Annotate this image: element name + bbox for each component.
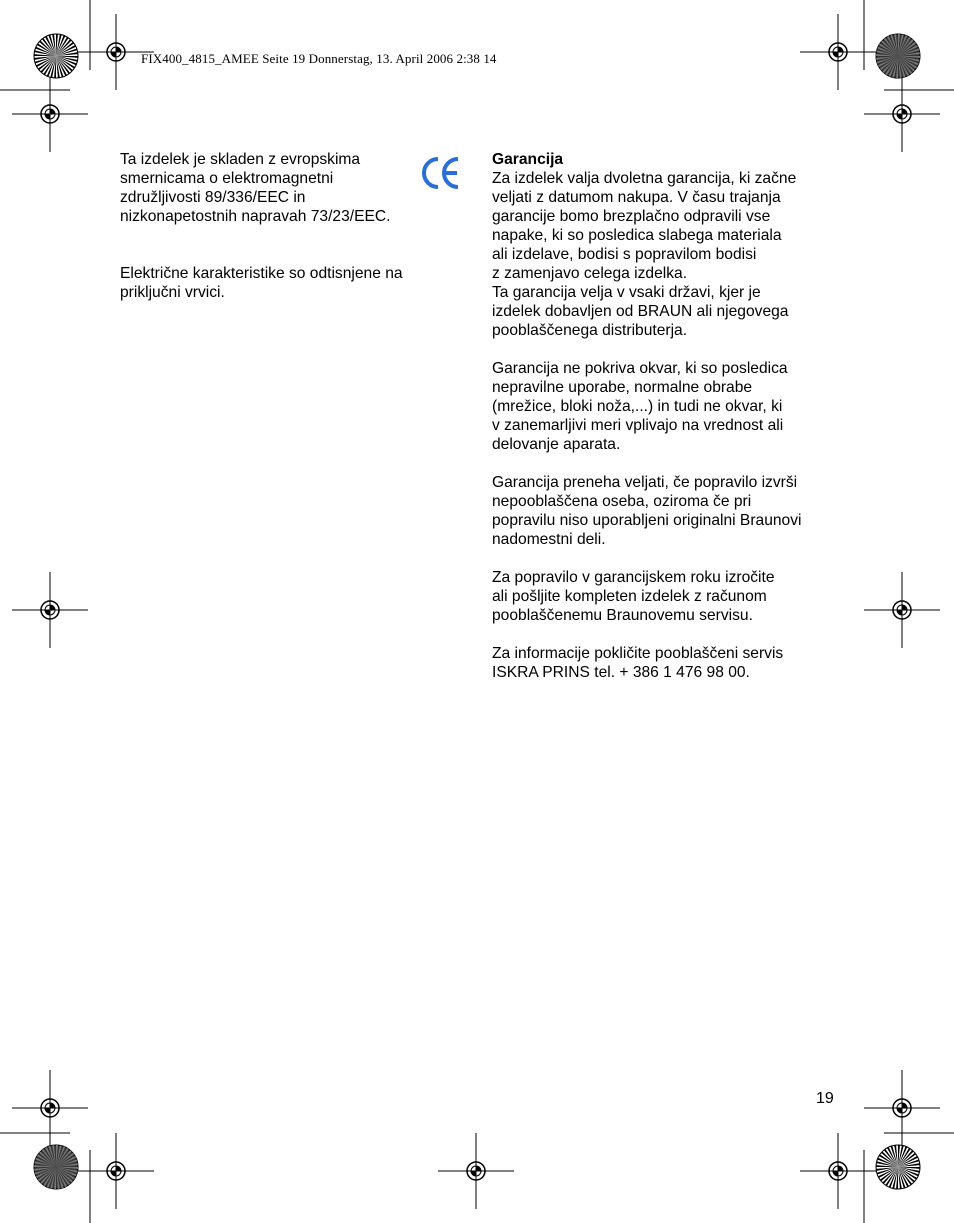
text-line: Za informacije pokličite pooblaščeni servis: [492, 645, 784, 662]
warranty-paragraph: [492, 473, 842, 549]
text-line: nepravilne uporabe, normalne obrabe: [492, 379, 753, 396]
star-target-icon: [876, 1145, 920, 1189]
electrical-note: [120, 264, 450, 302]
text-line: delovanje aparata.: [492, 436, 621, 453]
text-line: nepooblaščena oseba, oziroma če pri: [492, 493, 752, 510]
registration-mark-icon: [12, 1070, 88, 1146]
text-line: izdelek dobavljen od BRAUN ali njegovega: [492, 303, 789, 320]
registration-mark-icon: [800, 14, 876, 90]
warranty-paragraph: [492, 359, 842, 454]
star-target-icon: [34, 1145, 78, 1189]
warranty-section: [492, 150, 842, 701]
registration-mark-icon: [438, 1133, 514, 1209]
warranty-paragraph: [492, 169, 842, 340]
text-line: Garancija ne pokriva okvar, ki so posledica: [492, 360, 788, 377]
text-line: veljati z datumom nakupa. V času trajanja: [492, 189, 781, 206]
ce-mark-icon: [420, 155, 462, 191]
text-line: (mrežice, bloki noža,...) in tudi ne okvar, ki: [492, 398, 783, 415]
text-line: v zanemarljivi meri vplivajo na vrednost ali: [492, 417, 784, 434]
text-line: Ta garancija velja v vsaki državi, kjer je: [492, 284, 761, 301]
registration-mark-icon: [78, 1133, 154, 1209]
text-line: Garancija preneha veljati, če popravilo izvrši: [492, 474, 798, 491]
registration-mark-icon: [864, 76, 940, 152]
text-line: pooblaščenega distributerja.: [492, 322, 688, 339]
registration-mark-icon: [12, 76, 88, 152]
text-line: priključni vrvici.: [120, 284, 225, 301]
warranty-paragraph: [492, 568, 842, 625]
text-line: ISKRA PRINS tel. + 386 1 476 98 00.: [492, 664, 750, 681]
text-line: združljivosti 89/336/EEC in: [120, 189, 306, 206]
registration-mark-icon: [864, 1070, 940, 1146]
text-line: Za izdelek valja dvoletna garancija, ki začne: [492, 170, 797, 187]
text-line: ali pošljite kompleten izdelek z računom: [492, 588, 767, 605]
registration-mark-icon: [800, 1133, 876, 1209]
conformity-statement: [120, 150, 430, 226]
text-line: popravilu niso uporabljeni originalni Braunovi: [492, 512, 802, 529]
registration-mark-icon: [864, 572, 940, 648]
page-number: 19: [816, 1090, 834, 1107]
warranty-title: Garancija: [492, 151, 564, 168]
text-line: pooblaščenemu Braunovemu servisu.: [492, 607, 753, 624]
text-line: nizkonapetostnih napravah 73/23/EEC.: [120, 208, 391, 225]
text-line: Za popravilo v garancijskem roku izročite: [492, 569, 775, 586]
text-line: Ta izdelek je skladen z evropskima: [120, 151, 361, 168]
text-line: ali izdelave, bodisi s popravilom bodisi: [492, 246, 757, 263]
warranty-paragraph: [492, 644, 842, 682]
text-line: smernicama o elektromagnetni: [120, 170, 334, 187]
text-line: garancije bomo brezplačno odpravili vse: [492, 208, 771, 225]
text-line: napake, ki so posledica slabega materiala: [492, 227, 782, 244]
print-info-header: FIX400_4815_AMEE Seite 19 Donnerstag, 13. April 2006 2:38 14: [141, 51, 497, 66]
star-target-icon: [876, 34, 920, 78]
text-line: Električne karakteristike so odtisnjene na: [120, 265, 403, 282]
text-line: nadomestni deli.: [492, 531, 606, 548]
star-target-icon: [34, 34, 78, 78]
registration-mark-icon: [12, 572, 88, 648]
text-line: z zamenjavo celega izdelka.: [492, 265, 688, 282]
